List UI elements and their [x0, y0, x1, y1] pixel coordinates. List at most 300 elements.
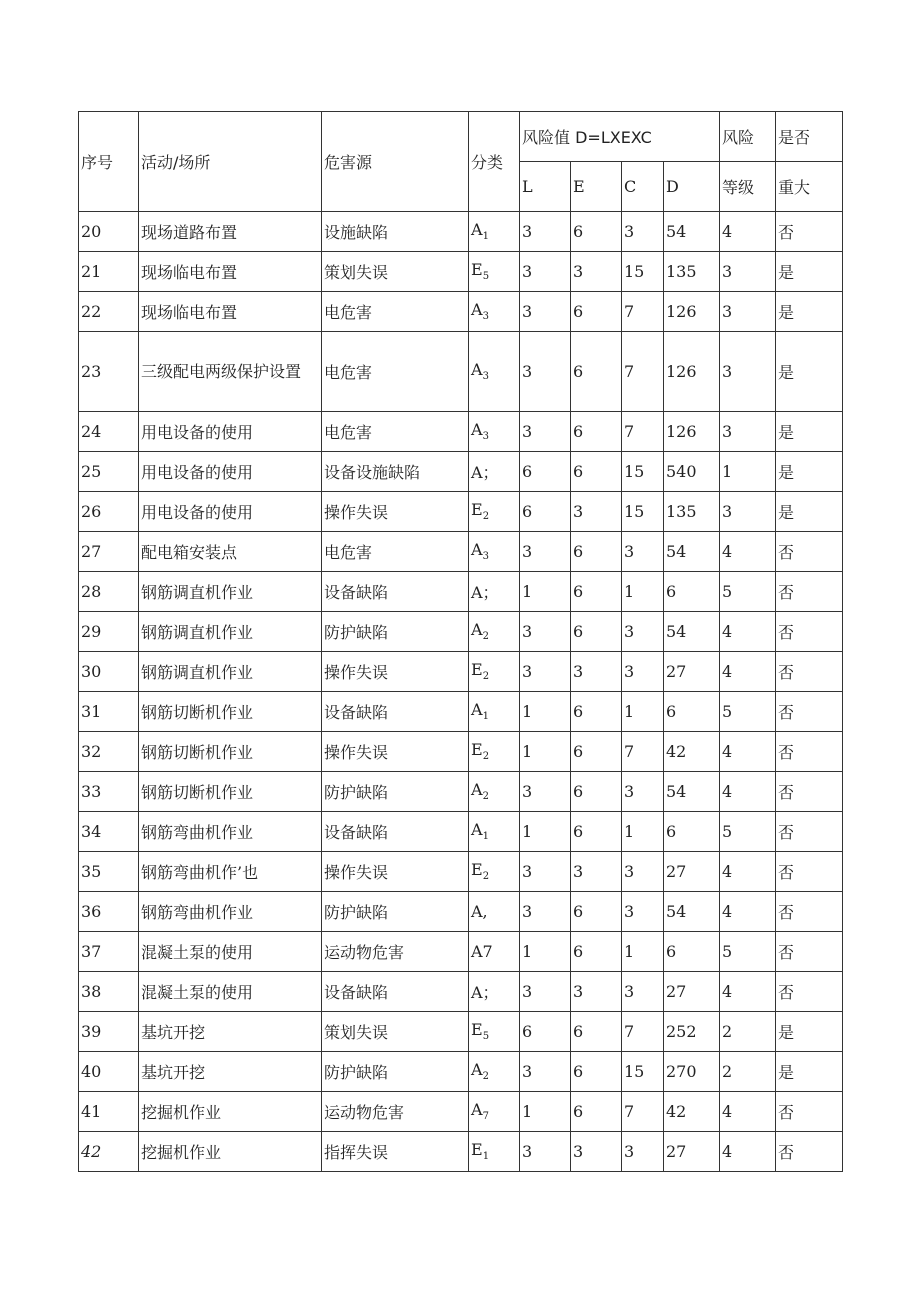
row-hazard: 操作失误 — [322, 732, 469, 772]
row-number: 41 — [79, 1092, 139, 1132]
category-subscript: 2 — [482, 1071, 489, 1083]
row-hazard: 电危害 — [322, 292, 469, 332]
row-l: 3 — [520, 892, 571, 932]
row-category — [469, 772, 520, 812]
row-d: 27 — [664, 972, 720, 1012]
row-category — [469, 252, 520, 292]
category-letter: A； — [471, 583, 499, 602]
table-header — [79, 112, 843, 212]
row-number: 25 — [79, 452, 139, 492]
category-letter: A； — [471, 463, 499, 482]
row-l: 3 — [520, 852, 571, 892]
row-level: 3 — [720, 492, 776, 532]
row-l: 3 — [520, 1132, 571, 1172]
row-level: 2 — [720, 1052, 776, 1092]
row-e: 6 — [571, 572, 622, 612]
row-activity: 混凝土泵的使用 — [139, 932, 322, 972]
row-c: 3 — [622, 852, 664, 892]
row-d: 270 — [664, 1052, 720, 1092]
row-major: 是 — [776, 1052, 843, 1092]
row-hazard: 电危害 — [322, 532, 469, 572]
table-row — [79, 1012, 843, 1052]
row-activity: 混凝土泵的使用 — [139, 972, 322, 1012]
row-major: 否 — [776, 892, 843, 932]
row-category — [469, 892, 520, 932]
row-hazard: 操作失误 — [322, 492, 469, 532]
row-category — [469, 332, 520, 412]
row-hazard: 设备设施缺陷 — [322, 452, 469, 492]
category-letter: E — [471, 660, 483, 680]
row-major: 否 — [776, 212, 843, 252]
row-hazard: 操作失误 — [322, 652, 469, 692]
row-activity: 钢筋调直机作业 — [139, 572, 322, 612]
table-row — [79, 452, 843, 492]
row-e: 3 — [571, 972, 622, 1012]
category-subscript: 7 — [482, 1111, 489, 1123]
row-number: 32 — [79, 732, 139, 772]
row-category — [469, 652, 520, 692]
row-e: 6 — [571, 612, 622, 652]
header-c: C — [622, 162, 664, 212]
row-level: 3 — [720, 252, 776, 292]
category-letter: A7 — [471, 942, 493, 961]
row-l: 3 — [520, 612, 571, 652]
table-body — [79, 212, 843, 1172]
row-level: 4 — [720, 532, 776, 572]
row-e: 6 — [571, 1052, 622, 1092]
row-number: 20 — [79, 212, 139, 252]
row-category — [469, 612, 520, 652]
category-subscript: 5 — [482, 271, 490, 283]
row-level: 2 — [720, 1012, 776, 1052]
row-number: 38 — [79, 972, 139, 1012]
row-category — [469, 972, 520, 1012]
row-major: 是 — [776, 1012, 843, 1052]
row-l: 3 — [520, 212, 571, 252]
header-seq: 序号 — [79, 112, 139, 212]
row-number: 22 — [79, 292, 139, 332]
row-l: 3 — [520, 412, 571, 452]
row-major: 否 — [776, 692, 843, 732]
row-number: 40 — [79, 1052, 139, 1092]
row-c: 1 — [622, 692, 664, 732]
row-hazard: 防护缺陷 — [322, 772, 469, 812]
row-major: 是 — [776, 452, 843, 492]
row-category — [469, 532, 520, 572]
row-number: 42 — [79, 1132, 139, 1172]
row-hazard: 设备缺陷 — [322, 972, 469, 1012]
row-l: 1 — [520, 812, 571, 852]
row-l: 3 — [520, 332, 571, 412]
risk-assessment-table — [78, 111, 843, 1172]
row-category — [469, 852, 520, 892]
row-c: 3 — [622, 892, 664, 932]
header-risk-value: 风险值 D=LXEXC — [520, 112, 720, 162]
header-major-line1: 是否 — [776, 112, 843, 162]
row-major: 是 — [776, 492, 843, 532]
row-category — [469, 292, 520, 332]
row-c: 3 — [622, 772, 664, 812]
row-hazard: 设备缺陷 — [322, 692, 469, 732]
row-category — [469, 212, 520, 252]
row-category — [469, 452, 520, 492]
header-level-line2: 等级 — [720, 162, 776, 212]
row-d: 252 — [664, 1012, 720, 1052]
row-major: 否 — [776, 972, 843, 1012]
row-c: 7 — [622, 412, 664, 452]
row-c: 7 — [622, 732, 664, 772]
category-subscript: 3 — [482, 551, 489, 563]
table-row — [79, 412, 843, 452]
table-row — [79, 212, 843, 252]
header-d: D — [664, 162, 720, 212]
category-letter: A — [471, 360, 483, 380]
row-number: 31 — [79, 692, 139, 732]
row-l: 1 — [520, 1092, 571, 1132]
category-letter: E — [471, 1020, 483, 1040]
row-level: 5 — [720, 692, 776, 732]
row-category — [469, 932, 520, 972]
row-e: 6 — [571, 532, 622, 572]
row-d: 6 — [664, 812, 720, 852]
row-c: 3 — [622, 212, 664, 252]
row-major: 否 — [776, 612, 843, 652]
table-row — [79, 972, 843, 1012]
row-e: 6 — [571, 452, 622, 492]
row-major: 否 — [776, 1132, 843, 1172]
row-d: 6 — [664, 692, 720, 732]
row-number: 26 — [79, 492, 139, 532]
row-activity: 钢筋弯曲机作业 — [139, 892, 322, 932]
category-subscript: 2 — [482, 671, 490, 683]
row-level: 4 — [720, 972, 776, 1012]
row-e: 6 — [571, 292, 622, 332]
category-subscript: 2 — [482, 511, 490, 523]
row-c: 3 — [622, 612, 664, 652]
row-activity: 现场临电布置 — [139, 292, 322, 332]
header-major-line2: 重大 — [776, 162, 843, 212]
row-number: 29 — [79, 612, 139, 652]
row-d: 135 — [664, 492, 720, 532]
category-subscript: 1 — [482, 231, 489, 243]
row-e: 6 — [571, 332, 622, 412]
category-letter: A, — [471, 902, 488, 921]
row-e: 3 — [571, 252, 622, 292]
header-e: E — [571, 162, 622, 212]
category-subscript: 3 — [482, 431, 489, 443]
row-hazard: 策划失误 — [322, 1012, 469, 1052]
row-c: 15 — [622, 252, 664, 292]
row-d: 54 — [664, 892, 720, 932]
category-letter: A — [471, 1100, 483, 1120]
row-l: 3 — [520, 532, 571, 572]
row-activity: 现场道路布置 — [139, 212, 322, 252]
row-category — [469, 692, 520, 732]
category-letter: E — [471, 1140, 483, 1160]
row-e: 3 — [571, 492, 622, 532]
row-major: 否 — [776, 772, 843, 812]
row-major: 否 — [776, 1092, 843, 1132]
row-d: 27 — [664, 852, 720, 892]
table-row — [79, 932, 843, 972]
row-number: 30 — [79, 652, 139, 692]
table-row — [79, 692, 843, 732]
row-activity: 配电箱安装点 — [139, 532, 322, 572]
row-d: 540 — [664, 452, 720, 492]
row-major: 是 — [776, 412, 843, 452]
row-level: 4 — [720, 852, 776, 892]
category-subscript: 2 — [482, 751, 490, 763]
table-row — [79, 612, 843, 652]
row-level: 4 — [720, 212, 776, 252]
row-c: 7 — [622, 1092, 664, 1132]
row-hazard: 防护缺陷 — [322, 1052, 469, 1092]
row-c: 7 — [622, 332, 664, 412]
category-letter: A — [471, 300, 483, 320]
category-letter: E — [471, 500, 483, 520]
row-l: 6 — [520, 452, 571, 492]
row-e: 6 — [571, 772, 622, 812]
row-number: 35 — [79, 852, 139, 892]
row-activity: 三级配电两级保护设置 — [139, 332, 322, 412]
category-letter: A — [471, 700, 483, 720]
row-level: 3 — [720, 292, 776, 332]
row-activity: 用电设备的使用 — [139, 452, 322, 492]
row-hazard: 运动物危害 — [322, 1092, 469, 1132]
row-major: 否 — [776, 572, 843, 612]
row-level: 4 — [720, 612, 776, 652]
row-activity: 基坑开挖 — [139, 1012, 322, 1052]
row-l: 3 — [520, 252, 571, 292]
row-e: 6 — [571, 932, 622, 972]
row-number: 37 — [79, 932, 139, 972]
row-activity: 钢筋切断机作业 — [139, 692, 322, 732]
row-number: 24 — [79, 412, 139, 452]
row-level: 5 — [720, 572, 776, 612]
table-row — [79, 652, 843, 692]
row-major: 否 — [776, 932, 843, 972]
row-c: 3 — [622, 972, 664, 1012]
category-letter: A — [471, 620, 483, 640]
row-level: 1 — [720, 452, 776, 492]
row-activity: 钢筋切断机作业 — [139, 772, 322, 812]
category-letter: E — [471, 260, 483, 280]
row-level: 4 — [720, 732, 776, 772]
category-subscript: 2 — [482, 871, 490, 883]
category-subscript: 1 — [482, 1151, 490, 1163]
row-number: 23 — [79, 332, 139, 412]
row-c: 1 — [622, 812, 664, 852]
row-l: 1 — [520, 572, 571, 612]
row-d: 54 — [664, 532, 720, 572]
row-hazard: 电危害 — [322, 412, 469, 452]
row-major: 否 — [776, 812, 843, 852]
row-activity: 用电设备的使用 — [139, 492, 322, 532]
row-c: 15 — [622, 492, 664, 532]
row-l: 3 — [520, 772, 571, 812]
row-l: 6 — [520, 492, 571, 532]
row-activity: 钢筋弯曲机作业 — [139, 812, 322, 852]
row-major: 否 — [776, 532, 843, 572]
row-category — [469, 572, 520, 612]
row-level: 4 — [720, 772, 776, 812]
row-l: 3 — [520, 292, 571, 332]
row-l: 1 — [520, 732, 571, 772]
row-number: 28 — [79, 572, 139, 612]
category-letter: A — [471, 1060, 483, 1080]
row-hazard: 指挥失误 — [322, 1132, 469, 1172]
row-category — [469, 492, 520, 532]
row-d: 126 — [664, 412, 720, 452]
category-subscript: 1 — [482, 831, 489, 843]
row-number: 33 — [79, 772, 139, 812]
row-major: 否 — [776, 732, 843, 772]
row-number: 27 — [79, 532, 139, 572]
row-d: 54 — [664, 772, 720, 812]
row-hazard: 电危害 — [322, 332, 469, 412]
row-hazard: 设备缺陷 — [322, 812, 469, 852]
row-d: 42 — [664, 1092, 720, 1132]
row-e: 6 — [571, 892, 622, 932]
category-subscript: 3 — [482, 371, 489, 383]
row-activity: 钢筋调直机作业 — [139, 652, 322, 692]
row-category — [469, 1092, 520, 1132]
row-c: 3 — [622, 652, 664, 692]
row-d: 6 — [664, 932, 720, 972]
category-letter: A — [471, 780, 483, 800]
row-category — [469, 812, 520, 852]
row-activity: 基坑开挖 — [139, 1052, 322, 1092]
row-activity: 钢筋调直机作业 — [139, 612, 322, 652]
row-hazard: 操作失误 — [322, 852, 469, 892]
row-category — [469, 732, 520, 772]
row-hazard: 设施缺陷 — [322, 212, 469, 252]
row-d: 54 — [664, 612, 720, 652]
row-level: 4 — [720, 1132, 776, 1172]
row-d: 126 — [664, 332, 720, 412]
row-number: 21 — [79, 252, 139, 292]
row-level: 3 — [720, 332, 776, 412]
row-e: 6 — [571, 1012, 622, 1052]
row-l: 3 — [520, 652, 571, 692]
row-l: 1 — [520, 692, 571, 732]
row-e: 6 — [571, 812, 622, 852]
row-major: 是 — [776, 292, 843, 332]
row-major: 是 — [776, 332, 843, 412]
category-subscript: 2 — [482, 631, 489, 643]
row-number: 36 — [79, 892, 139, 932]
row-activity: 挖掘机作业 — [139, 1092, 322, 1132]
row-hazard: 设备缺陷 — [322, 572, 469, 612]
row-category — [469, 412, 520, 452]
row-c: 1 — [622, 572, 664, 612]
row-l: 1 — [520, 932, 571, 972]
header-l: L — [520, 162, 571, 212]
category-subscript: 3 — [482, 311, 489, 323]
row-level: 5 — [720, 932, 776, 972]
table-row — [79, 1132, 843, 1172]
row-c: 15 — [622, 1052, 664, 1092]
table-row — [79, 252, 843, 292]
table-row — [79, 572, 843, 612]
row-l: 3 — [520, 1052, 571, 1092]
row-level: 5 — [720, 812, 776, 852]
row-d: 6 — [664, 572, 720, 612]
row-level: 4 — [720, 1092, 776, 1132]
row-c: 7 — [622, 1012, 664, 1052]
row-c: 1 — [622, 932, 664, 972]
row-l: 6 — [520, 1012, 571, 1052]
row-activity: 钢筋切断机作业 — [139, 732, 322, 772]
table-row — [79, 492, 843, 532]
table-row — [79, 332, 843, 412]
row-category — [469, 1052, 520, 1092]
row-e: 3 — [571, 852, 622, 892]
category-letter: A — [471, 220, 483, 240]
header-hazard: 危害源 — [322, 112, 469, 212]
row-hazard: 防护缺陷 — [322, 612, 469, 652]
table-row — [79, 892, 843, 932]
table-row — [79, 1052, 843, 1092]
header-activity: 活动/场所 — [139, 112, 322, 212]
category-letter: A — [471, 420, 483, 440]
row-e: 6 — [571, 732, 622, 772]
row-number: 34 — [79, 812, 139, 852]
table-row — [79, 772, 843, 812]
header-level-line1: 风险 — [720, 112, 776, 162]
table-row — [79, 812, 843, 852]
row-d: 135 — [664, 252, 720, 292]
category-letter: E — [471, 860, 483, 880]
row-l: 3 — [520, 972, 571, 1012]
table-row — [79, 1092, 843, 1132]
category-letter: E — [471, 740, 483, 760]
category-subscript: 2 — [482, 791, 489, 803]
row-level: 3 — [720, 412, 776, 452]
row-category — [469, 1132, 520, 1172]
row-e: 3 — [571, 652, 622, 692]
row-e: 6 — [571, 692, 622, 732]
row-number: 39 — [79, 1012, 139, 1052]
row-hazard: 策划失误 — [322, 252, 469, 292]
table-row — [79, 732, 843, 772]
row-major: 是 — [776, 252, 843, 292]
row-level: 4 — [720, 892, 776, 932]
row-activity: 挖掘机作业 — [139, 1132, 322, 1172]
row-level: 4 — [720, 652, 776, 692]
category-letter: A； — [471, 983, 499, 1002]
row-hazard: 防护缺陷 — [322, 892, 469, 932]
category-letter: A — [471, 820, 483, 840]
row-major: 否 — [776, 652, 843, 692]
row-e: 6 — [571, 412, 622, 452]
row-c: 3 — [622, 1132, 664, 1172]
row-e: 6 — [571, 212, 622, 252]
table-row — [79, 852, 843, 892]
table-row — [79, 292, 843, 332]
category-subscript: 5 — [482, 1031, 490, 1043]
row-activity: 钢筋弯曲机作’也 — [139, 852, 322, 892]
row-d: 27 — [664, 652, 720, 692]
row-e: 6 — [571, 1092, 622, 1132]
row-activity: 现场临电布置 — [139, 252, 322, 292]
row-d: 42 — [664, 732, 720, 772]
row-d: 126 — [664, 292, 720, 332]
row-d: 54 — [664, 212, 720, 252]
category-letter: A — [471, 540, 483, 560]
row-d: 27 — [664, 1132, 720, 1172]
row-category — [469, 1012, 520, 1052]
